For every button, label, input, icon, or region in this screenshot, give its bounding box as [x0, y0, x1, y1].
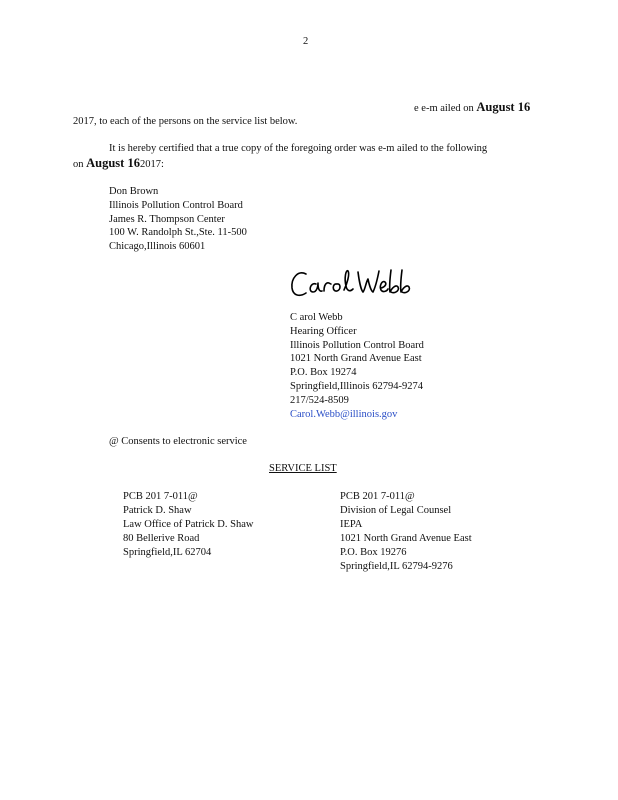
- signer-line: P.O. Box 19274: [290, 367, 357, 379]
- signer-line: Springfield,Illinois 62794-9274: [290, 380, 423, 392]
- service-entry-line: 1021 North Grand Avenue East: [340, 533, 472, 544]
- signer-block: [290, 311, 424, 421]
- service-entry-line: P.O. Box 19276: [340, 547, 407, 558]
- certify-line-2: [73, 156, 164, 171]
- service-list-heading: SERVICE LIST: [269, 463, 337, 474]
- service-list-right: [340, 490, 472, 574]
- service-entry-line: PCB 201 7-011@: [340, 491, 415, 502]
- service-entry-line: Patrick D. Shaw: [123, 505, 192, 516]
- certify-line-1: It is hereby certified that a true copy of the foregoing order was e-m ailed to the following: [109, 143, 488, 154]
- certify-line-2-date: August 16: [86, 156, 140, 170]
- certify-line-2-prefix: on: [73, 159, 84, 170]
- signer-line: Illinois Pollution Control Board: [290, 339, 424, 351]
- service-entry-line: Law Office of Patrick D. Shaw: [123, 519, 254, 530]
- certify-line-2-suffix: 2017:: [139, 159, 164, 170]
- recipient-address: [109, 185, 247, 254]
- service-list-left: [123, 490, 253, 560]
- service-entry-line: Springfield,IL 62794-9276: [340, 561, 453, 572]
- service-entry-line: 80 Bellerive Road: [123, 533, 200, 544]
- service-entry-line: IEPA: [340, 519, 363, 530]
- service-entry-line: Springfield,IL 62704: [123, 547, 212, 558]
- certificate-line-1-date: August 16: [476, 100, 531, 114]
- service-entry-line: PCB 201 7-011@: [123, 491, 198, 502]
- recipient-line: Chicago,Illinois 60601: [109, 241, 206, 253]
- signer-line: 1021 North Grand Avenue East: [290, 353, 422, 365]
- signer-title: Hearing Officer: [290, 325, 357, 337]
- certificate-line-1-prefix: e e-m ailed on: [414, 103, 474, 114]
- certificate-line-2: 2017, to each of the persons on the service list below.: [73, 116, 298, 127]
- signer-phone: 217/524-8509: [290, 394, 349, 406]
- service-entry-line: Division of Legal Counsel: [340, 505, 452, 516]
- recipient-line: James R. Thompson Center: [109, 213, 225, 225]
- page-number: 2: [303, 36, 309, 47]
- signature: [288, 266, 418, 308]
- consent-note: @ Consents to electronic service: [109, 436, 247, 447]
- signer-name: C arol Webb: [290, 312, 343, 323]
- recipient-line: Illinois Pollution Control Board: [109, 199, 243, 211]
- signer-email-link[interactable]: Carol.Webb@illinois.gov: [290, 408, 398, 420]
- recipient-line: 100 W. Randolph St.,Ste. 11-500: [109, 227, 247, 239]
- certificate-line-1: [414, 100, 530, 115]
- recipient-line: Don Brown: [109, 186, 159, 197]
